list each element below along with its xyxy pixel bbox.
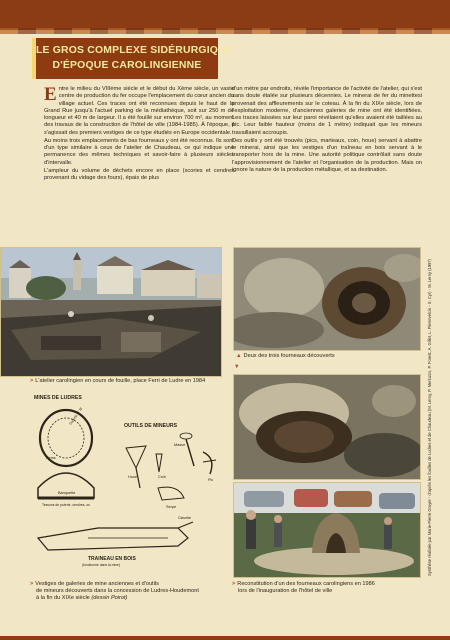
page-title-line-1: LE GROS COMPLEXE SIDÉRURGIQUE	[36, 45, 233, 56]
vertical-credit	[420, 254, 430, 576]
caption-arrow-icon: >	[30, 581, 34, 587]
furnace-photo-bottom	[233, 374, 421, 480]
caption-arrow-icon: >	[232, 581, 236, 587]
caption-mines	[30, 581, 230, 602]
clavette-label: Clavette	[178, 516, 192, 520]
paragraph-2: Au moins trois emplacements de bas fourneaux y ont été reconnus. Ils sont d'un type similaire à ceux de l'atelier de Chaudeau, ce qui indique une permanence des mêmes techniques et savoir-faire à plusieurs siècles d'intervalle.	[44, 137, 234, 166]
caption-reconstruction-line-2: lors de l'inauguration de l'hôtel de ville	[238, 588, 333, 594]
caption-mines-line-1: Vestiges de galeries de mine anciennes et d'outils	[35, 581, 159, 587]
houe-label: Houe	[128, 475, 138, 479]
paragraph-4: d'un mètre par endroits, révèle l'importance de l'activité de l'atelier, qui s'est sans doute étalée sur plusieurs décennies. Le minerai de fer du minettesi provenait des affleurements sur le coteau. À la fin du XIXe siècle, lors de l'exploitation moderne, d'anciennes galeries de mine ont été identifiées. Les traces laissées sur leur paroi révélaient qu'elles avaient été taillées au pic. Leur faible hauteur (moins de 1 mètre) indiquait que les mineurs travaillaient accroupis.	[232, 86, 422, 136]
caption-mines-credit: (dessin Poirot)	[91, 595, 128, 601]
caption-arrow-icon: >	[30, 378, 34, 384]
banquette-label: Banquette	[58, 491, 76, 495]
reconstruction-photo	[233, 482, 421, 578]
reins-label: Reins	[46, 456, 56, 460]
paragraph-5: Des outils y ont été trouvés (pics, marteaux, coin, houe) servant à abattre le minerai, ainsi que les vestiges d'un traîneau en bois servant à le transporter hors de la mine. Une autorité politique contrôlait sans doute l'approvisionnement de l'atelier et l'organisation de la production. Mais on ignore la nature de la production métallique, et sa destination.	[232, 137, 422, 173]
masse-label: Masse	[174, 443, 186, 447]
caption-reconstruction-line-1: Reconstitution d'un des fourneaux carolingiens en 1986	[237, 581, 375, 587]
paragraph-3: L'ampleur du volume de déchets encore en place (scories et cendres provenant du vidage des fours), épais de plus	[44, 167, 234, 181]
dropcap-letter: E	[44, 84, 57, 105]
caption-arrow-down-icon: ▼	[234, 364, 240, 370]
caption-mines-line-2: de mineurs découverts dans la concession de Ludres-Houdemont	[36, 588, 199, 594]
caption-arrow-up-icon: ▲	[236, 353, 242, 359]
coin-label: Coin	[158, 475, 166, 479]
page-title-line-2: D'ÉPOQUE CAROLINGIENNE	[52, 60, 202, 71]
tessons-label: Tessons de poterie, cendres, os	[42, 503, 90, 507]
furnace-photo-top	[233, 247, 421, 351]
serpe-label: Serpe	[166, 505, 177, 509]
excavation-photo	[0, 247, 222, 377]
text-column-right	[232, 86, 422, 175]
outils-label: OUTILS DE MINEURS	[124, 423, 178, 429]
decorative-top-band	[0, 0, 450, 30]
caption-mines-line-3: à la fin du XIXe siècle	[36, 595, 90, 601]
traineau-sub-label: (fonctionne dans la mine)	[82, 563, 121, 567]
caption-excavation-text: L'atelier carolingien en cours de fouille, place Ferri de Ludre en 1984	[35, 378, 206, 384]
decorative-bottom-bar	[0, 636, 450, 640]
text-column-left	[44, 86, 234, 183]
caption-furnaces	[236, 353, 396, 360]
caption-reconstruction	[232, 581, 422, 595]
pic-label: Pic	[208, 478, 214, 482]
caption-excavation	[30, 378, 230, 385]
paragraph-1	[44, 86, 234, 137]
galerie-label: Galerie n° III	[68, 406, 84, 426]
arrow-down-marker	[234, 364, 254, 371]
mines-and-tools-drawing	[28, 388, 223, 568]
vertical-credit-text: Synthèse réalisée par Marie-Pierre Gruyer - d'après les fouilles de Ludres et de Chaudeau (M. Leroy, P. Merluzzo, P. Forest, A. Gillet, L. Pierrevelcin - S. Cyr) - M. Leroy (1997)	[427, 258, 432, 576]
mines-label: MINES DE LUDRES	[34, 395, 82, 401]
caption-furnaces-text: Deux des trois fourneaux découverts	[243, 353, 335, 359]
title-banner	[32, 38, 233, 79]
traineau-label: TRAINEAU EN BOIS	[88, 556, 136, 562]
paragraph-1-text: ntre le milieu du VIIIème siècle et le début du Xème siècle, un vaste centre de production du fer occupe l'emplacement du cœur ancien du village actuel. Ces traces ont été reconnues depuis le haut de la Grand Rue jusqu'à l'actuel parking de la médiathèque, soit sur 250 m de longueur et 40 m de largeur. Il a été fouillé sur environ 700 m², au moment des travaux de la construction de l'hôtel de ville (1984-1985). À l'époque, il s'agissait des premiers vestiges de ce type étudiés en Europe occidentale.	[44, 86, 234, 136]
